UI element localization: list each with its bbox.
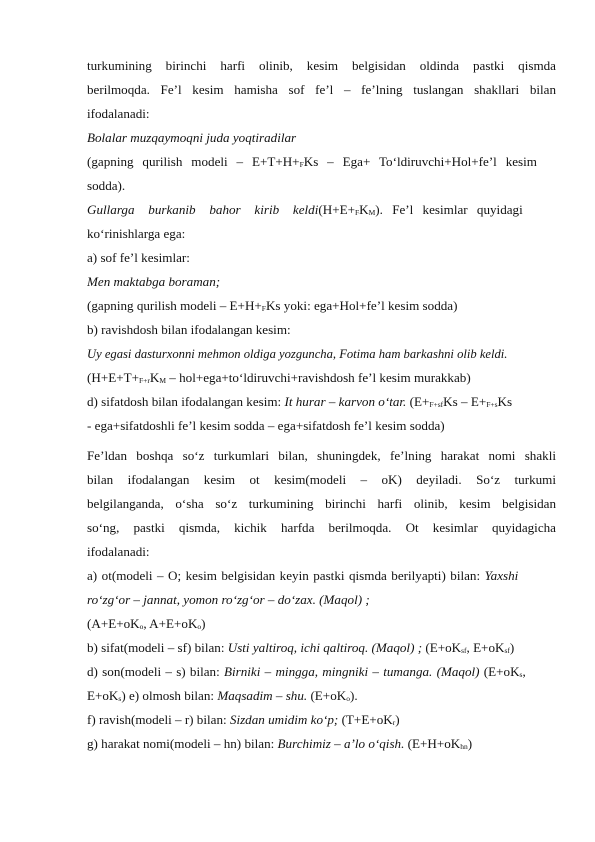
paragraph-line: belgilanganda, o‘sha so‘z turkumining birinchi harfi olinib, kesim belgisidan: [87, 496, 556, 511]
paragraph-line: ko‘rinishlarga ega:: [87, 226, 186, 241]
example-sentence: Uy egasi dasturxonni mehmon oldiga yozguncha, Fotima ham barkashni olib keldi.: [87, 347, 508, 361]
paragraph-line: d) son(modeli – s) bilan: Birniki – mingga, mingniki – tumanga. (Maqol) ($E+oK_s$,: [87, 664, 526, 679]
paragraph-line: Fe’ldan boshqa so‘z turkumlari bilan, shuningdek, fe’lning harakat nomi shakli: [87, 448, 556, 463]
paragraph-line: - ega+sifatdoshli fe’l kesim sodda – ega+sifatdosh fe’l kesim sodda): [87, 418, 445, 433]
paragraph-line: berilmoqda. Fe’l kesim hamisha sof fe’l – fe’lning tuslangan shakllari bilan: [87, 82, 556, 97]
paragraph-line: a) sof fe’l kesimlar:: [87, 250, 190, 265]
paragraph-line: ifodalanadi:: [87, 544, 150, 559]
paragraph-line: f) ravish(modeli – r) bilan: Sizdan umidim ko‘p; $(T+E+oK_r)$: [87, 712, 400, 727]
paragraph-line: a) ot(modeli – O; kesim belgisidan keyin pastki qismda berilyapti) bilan: Yaxshi: [87, 568, 519, 583]
paragraph-line: b) sifat(modeli – sf) bilan: Usti yaltiroq, ichi qaltiroq. (Maqol) ; ($E+oK_{sf}$, $E+oK_{sf}$): [87, 640, 515, 655]
paragraph-line: d) sifatdosh bilan ifodalangan kesim: It hurar – karvon o‘tar. ($E+_{F+sf}Ks - E+_{F+s}Ks$: [87, 394, 513, 409]
paragraph-line: b) ravishdosh bilan ifodalangan kesim:: [87, 322, 291, 337]
paragraph-line: so‘ng, pastki qismda, kichik harfda berilmoqda. Ot kesimlar quyidagicha: [87, 520, 556, 535]
paragraph-line: bilan ifodalangan kesim ot kesim(modeli – oK) deyiladi. So‘z turkumi: [87, 472, 556, 487]
paragraph-line: Gullarga burkanib bahor kirib $keldi(H+E+_FK_M)$. Fe’l kesimlar quyidagi: [87, 202, 523, 217]
paragraph-line: ifodalanadi:: [87, 106, 150, 121]
paragraph-line: (gapning qurilish modeli – $E+T+H+_FKs - Ega+$ To‘ldiruvchi+Hol+fe’l kesim: [87, 154, 537, 169]
paragraph-line: sodda).: [87, 178, 126, 193]
example-sentence: ro‘zg‘or – jannat, yomon ro‘zg‘or – do‘zax. (Maqol) ;: [87, 592, 370, 607]
example-sentence: Bolalar muzqaymoqni juda yoqtiradilar: [87, 130, 297, 145]
paragraph-line: turkumining birinchi harfi olinib, kesim belgisidan oldinda pastki qismda: [87, 58, 556, 73]
paragraph-line: ($A+E+oK_o$, $A+E+oK_o$): [87, 616, 206, 631]
example-sentence: Men maktabga boraman;: [87, 274, 221, 289]
paragraph-line: g) harakat nomi(modeli – hn) bilan: Burchimiz – a’lo o‘qish. $(E+H+oK_{hn})$: [87, 736, 473, 751]
paragraph-line: ($H+E+T+_{F+r}K_M$ – hol+ega+to‘ldiruvchi+ravishdosh fe’l kesim murakkab): [87, 370, 471, 385]
paragraph-line: (gapning qurilish modeli – $E+H+_FKs$ yoki: ega+Hol+fe’l kesim sodda): [87, 298, 458, 313]
paragraph-line: $E+oK_s$) e) olmosh bilan: Maqsadim – shu. $(E+oK_o)$.: [87, 688, 358, 703]
